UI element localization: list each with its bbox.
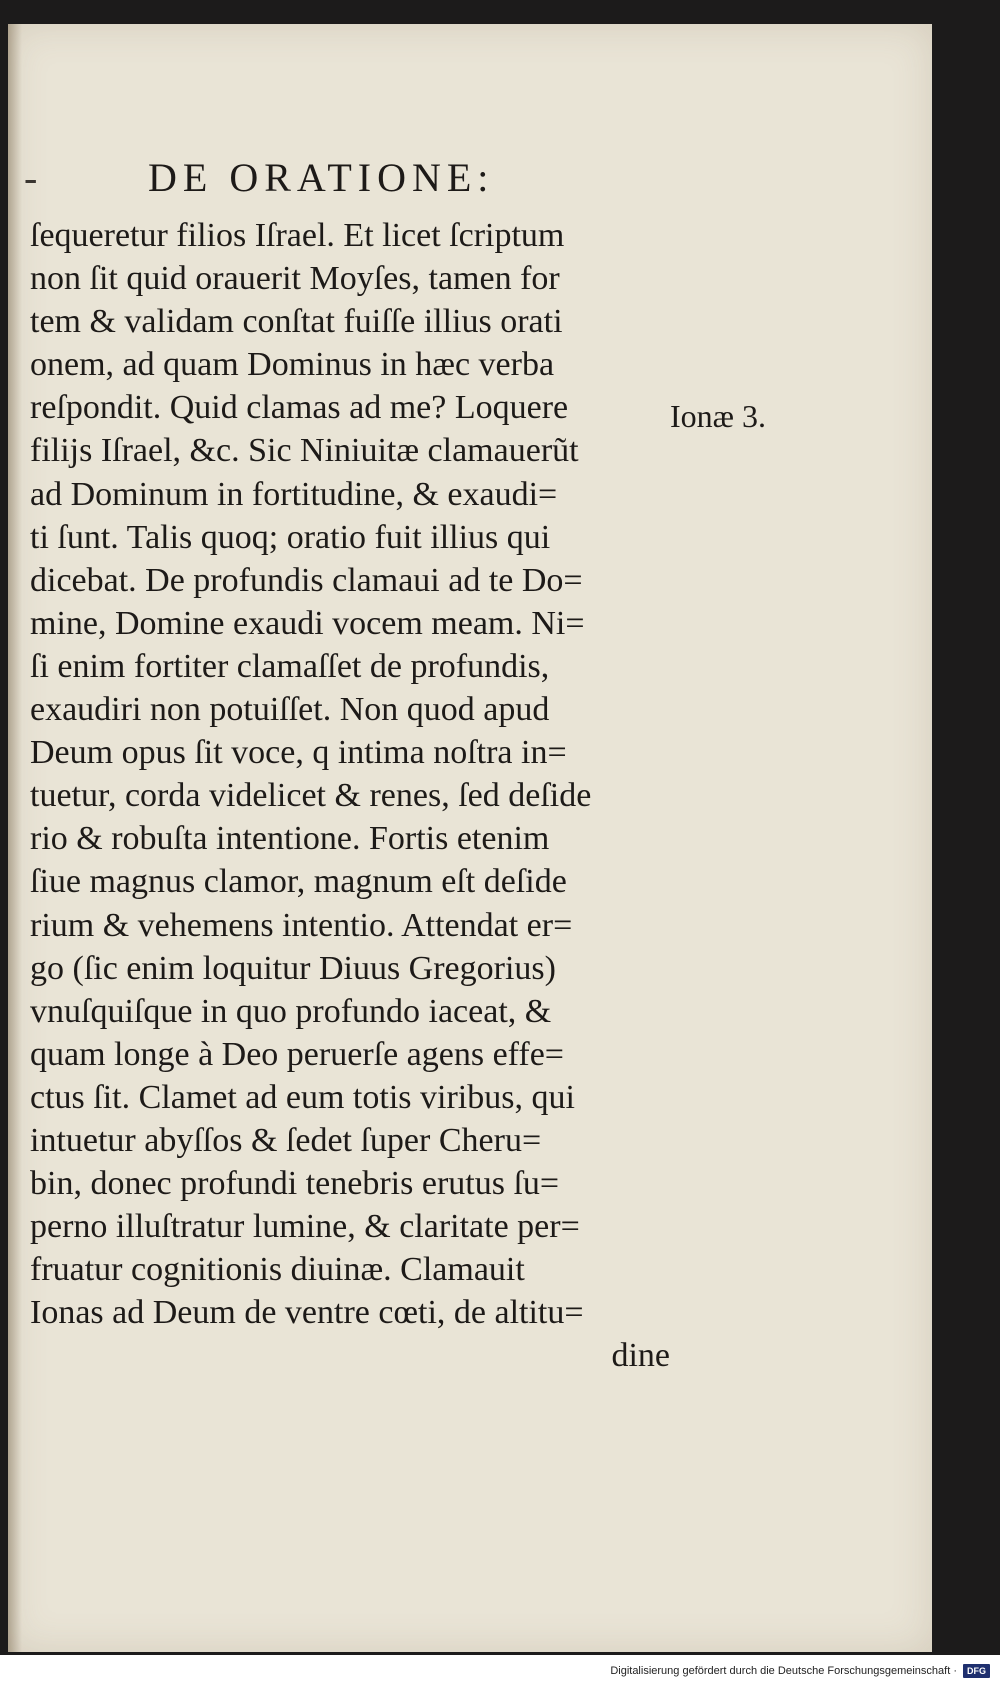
digitization-footer bbox=[0, 1655, 1000, 1694]
text-line: rium & vehemens intentio. Attendat er= bbox=[30, 906, 573, 944]
text-line: tuetur, corda videlicet & renes, ſed deſide bbox=[30, 777, 592, 815]
text-line: quam longe à Deo peruerſe agens effe= bbox=[30, 1035, 564, 1073]
catchword: dine bbox=[611, 1337, 670, 1375]
text-line: fruatur cognitionis diuinæ. Clamauit bbox=[30, 1251, 525, 1289]
text-line: mine, Domine exaudi vocem meam. Ni= bbox=[30, 604, 585, 642]
text-line: intuetur abyſſos & ſedet ſuper Cheru= bbox=[30, 1121, 542, 1159]
text-line: go (ſic enim loquitur Diuus Gregorius) bbox=[30, 949, 556, 987]
text-line: ſiue magnus clamor, magnum eſt deſide bbox=[30, 863, 567, 901]
dfg-logo: DFG bbox=[963, 1664, 990, 1678]
running-head bbox=[24, 154, 495, 201]
text-line: perno illuſtratur lumine, & claritate per= bbox=[30, 1208, 580, 1246]
text-line: tem & validam conſtat fuiſſe illius orati bbox=[30, 303, 563, 341]
text-line: onem, ad quam Dominus in hæc verba bbox=[30, 346, 555, 384]
text-line: Ionas ad Deum de ventre cœti, de altitu= bbox=[30, 1294, 584, 1332]
text-line: vnuſquiſque in quo profundo iaceat, & bbox=[30, 992, 552, 1030]
text-line: dicebat. De profundis clamaui ad te Do= bbox=[30, 561, 583, 599]
corner-mark: - bbox=[24, 155, 44, 200]
text-line: filijs Iſrael, &c. Sic Niniuitæ clamauerũt bbox=[30, 432, 579, 470]
text-line: reſpondit. Quid clamas ad me? Loquere bbox=[30, 389, 569, 427]
running-head-text: DE ORATIONE: bbox=[148, 155, 495, 200]
marginal-note: Ionæ 3. bbox=[670, 398, 766, 434]
book-page bbox=[8, 24, 932, 1652]
text-line: exaudiri non potuiſſet. Non quod apud bbox=[30, 691, 550, 729]
credit-text: Digitalisierung gefördert durch die Deutsche Forschungsgemeinschaft · bbox=[610, 1665, 957, 1677]
text-line: non ſit quid orauerit Moyſes, tamen for bbox=[30, 260, 560, 298]
text-line: ſi enim fortiter clamaſſet de profundis, bbox=[30, 647, 550, 685]
text-line: Deum opus ſit voce, q intima noſtra in= bbox=[30, 734, 567, 772]
body-text bbox=[30, 214, 670, 1378]
text-line: ti ſunt. Talis quoq; oratio fuit illius qui bbox=[30, 518, 551, 556]
text-line: ſequeretur filios Iſrael. Et licet ſcriptum bbox=[30, 217, 565, 254]
text-line: bin, donec profundi tenebris erutus ſu= bbox=[30, 1165, 560, 1203]
credit-line bbox=[610, 1664, 990, 1678]
text-line: ctus ſit. Clamet ad eum totis viribus, qui bbox=[30, 1078, 575, 1116]
text-line: rio & robuſta intentione. Fortis etenim bbox=[30, 820, 550, 858]
text-line: ad Dominum in fortitudine, & exaudi= bbox=[30, 475, 558, 513]
